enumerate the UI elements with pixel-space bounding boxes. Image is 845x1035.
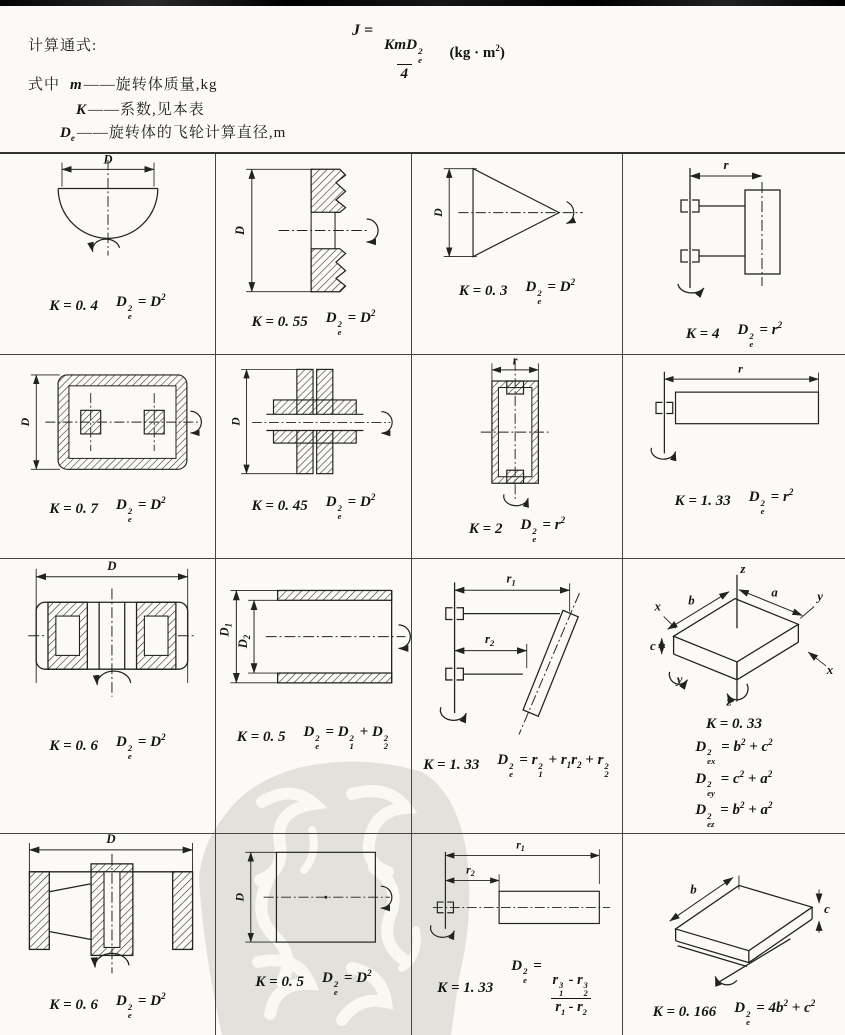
scan-edge-bar: [0, 0, 845, 6]
drawing-inclined-rod: [412, 559, 623, 746]
table-cell-r2c3: [412, 355, 623, 559]
dey-formula: D 2 ey = $c^2 + a^2$: [695, 768, 773, 798]
rotation-arrow: [92, 239, 119, 252]
de-formula: D 2 e = $D^2$: [525, 277, 576, 307]
dim-label-c: c: [649, 639, 656, 654]
dex-formula: D 2 ex = $b^2 + c^2$: [695, 736, 773, 766]
table-cell-r4c1: [0, 834, 216, 1035]
drawing-flywheel: [3, 834, 213, 985]
axis-label-y-lower: y: [676, 672, 683, 687]
de-formula: D 2 e = $r^2$: [748, 487, 794, 517]
table-cell-r2c1: [0, 355, 216, 559]
drawing-hollow-cylinder: [216, 559, 412, 718]
cell-caption: [252, 308, 376, 337]
definition-m-text: ——旋转体质量,kg: [83, 77, 218, 93]
table-cell-r3c2: [216, 559, 412, 834]
de-formula: D 2 e = r 3 1 - r 3 2 $r_1 - r_2$: [511, 958, 596, 1018]
k-value: K = 0. 55: [251, 314, 308, 331]
rotation-arrow: [97, 671, 130, 685]
table-cell-r1c4: [623, 154, 845, 355]
de-formula: D 2 e = r 2 1 + $r_1r_2 + r$ 2 2: [497, 752, 609, 780]
rotation-arrow: [651, 448, 675, 459]
cell-caption: [49, 991, 165, 1020]
de-formula: D 2 e = D 2 1 + D 2 2: [303, 724, 389, 752]
cell-caption: [49, 292, 165, 321]
dim-label-D: D: [106, 559, 117, 573]
dim-label-D2: $D_2$: [235, 634, 252, 649]
drawing-drum: [5, 355, 210, 489]
dim-label-r: r: [738, 361, 743, 376]
dim-label-a: a: [771, 585, 778, 600]
de-formula: D 2 e = $D^2$: [115, 292, 166, 322]
cell-caption: [49, 732, 165, 761]
de-formula: D 2 e = $4b^2 + c^2$: [734, 998, 816, 1028]
rotation-arrow: [504, 494, 528, 505]
rotation-arrow: [366, 219, 377, 242]
definition-De-text: ——旋转体的飞轮计算直径,m: [76, 125, 287, 141]
dim-label-D1: $D_1$: [216, 622, 233, 637]
table-cell-r3c3: [412, 559, 623, 834]
dez-formula: D 2 ez = $b^2 + a^2$: [695, 800, 773, 830]
k-value: K = 0. 7: [49, 501, 98, 518]
k-value: K = 2: [468, 521, 503, 538]
dim-label-D: D: [103, 154, 112, 167]
rotation-arrow: [431, 925, 455, 937]
rotation-arrow: [678, 284, 704, 293]
rotation-arrow: [381, 412, 392, 434]
dim-label-r1: $r_1$: [516, 838, 525, 854]
dim-label-r: r: [723, 157, 729, 173]
cell-caption: [695, 714, 772, 830]
cell-caption: [437, 958, 597, 1018]
k-value: K = 1. 33: [423, 757, 480, 774]
drawing-flat-plate: [623, 834, 845, 992]
general-formula-label: 计算通式:: [28, 38, 98, 54]
dim-label-D: D: [231, 892, 246, 902]
drawing-block-at-radius: [634, 154, 834, 314]
table-cell-r1c3: [412, 154, 623, 355]
where-prefix: 式中: [28, 77, 61, 93]
coefficient-table: [0, 152, 845, 1035]
table-cell-r3c4: [623, 559, 845, 834]
dim-label-D: D: [232, 226, 247, 236]
table-cell-r3c1: [0, 559, 216, 834]
drawing-hollow-sleeve: [432, 355, 602, 509]
table-cell-r2c2: [216, 355, 412, 559]
table-cell-r2c4: [623, 355, 845, 559]
dim-label-b: b: [688, 593, 695, 608]
de-formula: D 2 e = $r^2$: [520, 515, 566, 545]
k-value: K = 0. 45: [251, 498, 308, 515]
k-value: K = 4: [685, 326, 720, 343]
k-value: K = 0. 3: [458, 283, 508, 300]
de-formula: D 2 e = $r^2$: [737, 320, 783, 350]
k-value: K = 0. 166: [652, 1004, 717, 1021]
axis-label-y-upper: y: [817, 589, 823, 604]
symbol-De: $D_e$: [60, 125, 75, 143]
dim-label-D: D: [229, 417, 243, 426]
dim-label-r2: $r_2$: [466, 863, 475, 879]
drawing-sheave-wheel: [3, 559, 213, 726]
cell-caption: [653, 998, 816, 1027]
k-value: K = 0. 6: [49, 997, 98, 1014]
drawing-v-belt-pulley: [219, 154, 409, 302]
axis-label-z-bottom: z: [726, 694, 732, 708]
table-cell-r4c3: [412, 834, 623, 1035]
cell-caption: [469, 515, 565, 544]
cell-caption: [675, 487, 794, 516]
dim-label-D: D: [18, 417, 33, 427]
formula-unit: $(kg \cdot m^2)$: [449, 42, 505, 61]
k-value: K = 0. 6: [49, 738, 98, 755]
drawing-rect-block: [623, 559, 845, 708]
definition-K-text: ——系数,见本表: [88, 102, 205, 118]
general-formula-line: [352, 22, 505, 83]
de-formula: D 2 e = $D^2$: [325, 308, 376, 338]
drawing-solid-cylinder: [219, 834, 409, 962]
axis-label-z-top: z: [740, 561, 746, 576]
cell-caption: [459, 277, 575, 306]
cell-caption: [252, 492, 376, 521]
symbol-m: m: [70, 77, 82, 93]
axis-label-x-upper: x: [654, 599, 661, 614]
table-cell-r4c2: [216, 834, 412, 1035]
drawing-offset-bar: [412, 834, 623, 952]
definition-m: [28, 73, 217, 94]
k-value: K = 0. 33: [705, 715, 763, 732]
drawing-coupling: [216, 355, 412, 486]
drawing-hemisphere: [8, 154, 208, 286]
drawing-cone: [417, 154, 617, 271]
dim-label-r: r: [512, 355, 518, 368]
cell-caption: [686, 320, 782, 349]
drawing-radial-bar: [629, 355, 839, 481]
definition-K: [74, 98, 205, 119]
table-cell-r1c1: [0, 154, 216, 355]
axis-label-x-lower: x: [826, 662, 834, 677]
de-formula: D 2 e = $D^2$: [321, 968, 372, 998]
cell-caption: [423, 752, 611, 779]
cell-caption: [255, 968, 371, 997]
dim-label-D: D: [105, 834, 116, 846]
cell-caption: [237, 724, 390, 751]
dim-label-r2: $r_2$: [485, 631, 495, 648]
general-formula: J = KmD 2 e 4: [352, 22, 423, 83]
dim-label-r1: $r_1$: [506, 571, 516, 588]
k-value: K = 1. 33: [674, 493, 731, 510]
dim-label-b: b: [690, 882, 697, 897]
rotation-arrow: [440, 707, 466, 720]
de-formula: D 2 e = $D^2$: [115, 732, 166, 762]
symbol-K: K: [76, 102, 87, 118]
de-formula: D 2 e = $D^2$: [115, 495, 166, 525]
de-formula: D 2 e = $D^2$: [115, 991, 166, 1021]
dim-label-c: c: [824, 902, 830, 917]
dim-label-D: D: [430, 208, 445, 217]
table-cell-r1c2: [216, 154, 412, 355]
de-formula: D 2 e = $D^2$: [325, 492, 376, 522]
k-value: K = 0. 5: [255, 974, 304, 991]
table-cell-r4c4: [623, 834, 845, 1035]
cell-caption: [49, 495, 165, 524]
k-value: K = 0. 5: [236, 729, 286, 746]
definition-De: [58, 121, 286, 143]
k-value: K = 0. 4: [49, 298, 98, 315]
k-value: K = 1. 33: [437, 979, 494, 996]
